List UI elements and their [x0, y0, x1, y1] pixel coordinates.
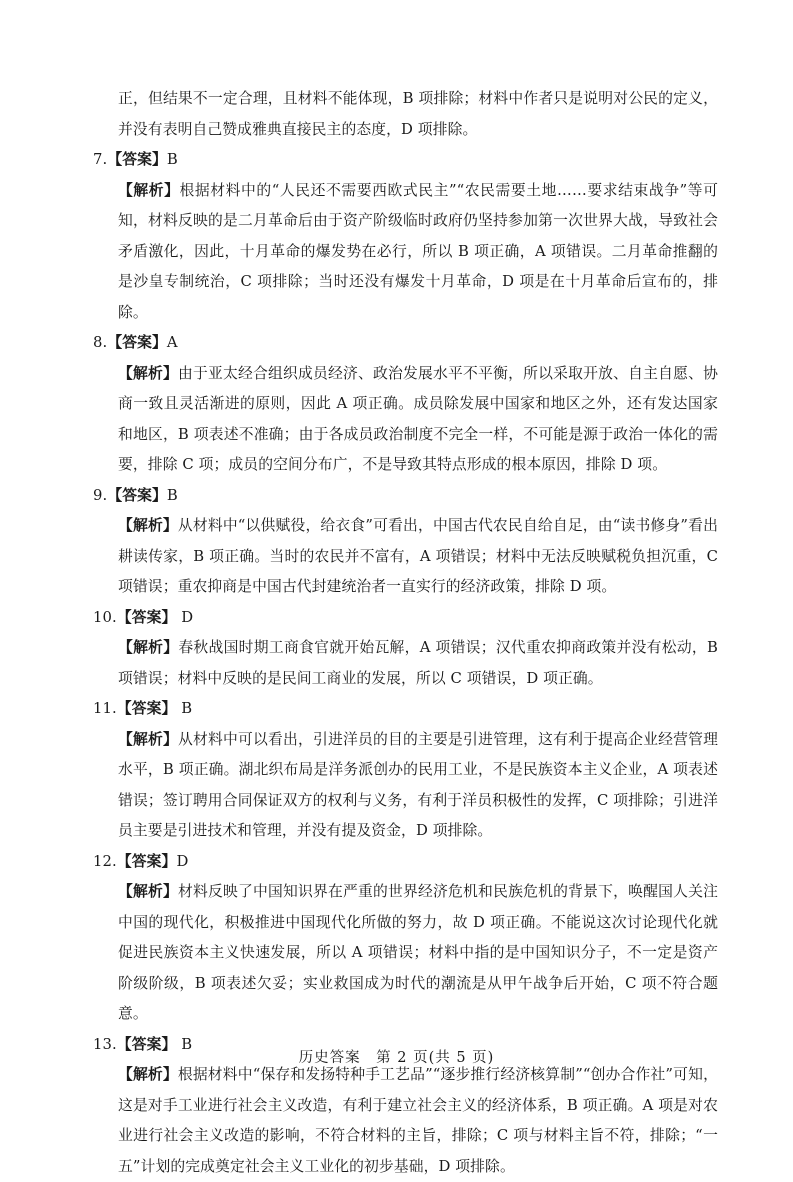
analysis-label: 【解析】 — [118, 365, 178, 382]
answer-value: D — [176, 609, 193, 626]
question-number: 12. — [93, 853, 117, 870]
analysis-paragraph — [118, 877, 718, 1030]
answer-item-7 — [118, 145, 718, 328]
analysis-text: 根据材料中“保存和发扬特种手工艺品”“逐步推行经济核算制”“创办合作社”可知，这是对手工业进行社会主义改造，有利于建立社会主义的经济体系，B 项正确。A 项是对农业进行社会主义改造的影响，不符合材料的主旨，排除；C 项与材料主旨不符，排除；“一五”计划的完成奠定社会主义工业化的初步基础，D 项排除。 — [118, 1066, 718, 1175]
question-number: 13. — [93, 1036, 117, 1053]
analysis-label: 【解析】 — [118, 517, 178, 534]
answer-item-9 — [118, 481, 718, 603]
page-footer: 历史答案 第 2 页(共 5 页) — [0, 1046, 793, 1067]
answer-line — [93, 328, 718, 359]
answer-line — [93, 481, 718, 512]
question-number: 8. — [93, 334, 107, 351]
answer-value: A — [167, 334, 178, 351]
analysis-text: 春秋战国时期工商食官就开始瓦解，A 项错误；汉代重农抑商政策并没有松动，B 项错误；材料中反映的是民间工商业的发展，所以 C 项错误，D 项正确。 — [118, 639, 718, 687]
answer-item-11 — [118, 694, 718, 847]
answer-line — [93, 145, 718, 176]
question-number: 9. — [93, 487, 107, 504]
answer-label: 【答案】 — [117, 609, 177, 626]
answer-label: 【答案】 — [107, 151, 167, 168]
analysis-text: 根据材料中的“人民还不需要西欧式民主”“农民需要土地……要求结束战争”等可知，材料反映的是二月革命后由于资产阶级临时政府仍坚持参加第一次世界大战，导致社会矛盾激化，因此，十月革命的爆发势在必行，所以 B 项正确，A 项错误。二月革命推翻的是沙皇专制统治，C 项排除；当时还没有爆发十月革命，D 项是在十月革命后宣布的，排除。 — [118, 182, 718, 321]
analysis-label: 【解析】 — [118, 182, 180, 199]
answer-label: 【答案】 — [117, 1036, 177, 1053]
answer-label: 【答案】 — [117, 853, 177, 870]
analysis-paragraph — [118, 633, 718, 694]
answer-label: 【答案】 — [107, 334, 167, 351]
analysis-label: 【解析】 — [118, 731, 178, 748]
question-number: 11. — [93, 700, 117, 717]
analysis-label: 【解析】 — [118, 883, 178, 900]
answer-label: 【答案】 — [107, 487, 167, 504]
analysis-text: 从材料中可以看出，引进洋员的目的主要是引进管理，这有利于提高企业经营管理水平，B 项正确。湖北织布局是洋务派创办的民用工业，不是民族资本主义企业，A 项表述错误；签订聘用合同保证双方的权利与义务，有利于洋员积极性的发挥，C 项排除；引进洋员主要是引进技术和管理，并没有提及资金，D 项排除。 — [118, 731, 718, 840]
analysis-paragraph — [118, 511, 718, 603]
analysis-paragraph — [118, 1060, 718, 1182]
answer-item-12 — [118, 847, 718, 1030]
answer-line — [93, 847, 718, 878]
answer-item-8 — [118, 328, 718, 481]
answer-value: B — [176, 1036, 192, 1053]
answer-item-10 — [118, 603, 718, 695]
answer-content — [118, 84, 718, 1182]
question-number: 10. — [93, 609, 117, 626]
answer-value: B — [167, 487, 178, 504]
analysis-paragraph — [118, 725, 718, 847]
answer-value: B — [167, 151, 178, 168]
answer-line — [93, 603, 718, 634]
analysis-label: 【解析】 — [118, 1066, 178, 1083]
analysis-text: 从材料中“以供赋役，给衣食”可看出，中国古代农民自给自足，由“读书修身”看出耕读传家，B 项正确。当时的农民并不富有，A 项错误；材料中无法反映赋税负担沉重，C 项错误；重农抑商是中国古代封建统治者一直实行的经济政策，排除 D 项。 — [118, 517, 718, 595]
analysis-paragraph — [118, 176, 718, 329]
analysis-text: 材料反映了中国知识界在严重的世界经济危机和民族危机的背景下，唤醒国人关注中国的现代化，积极推进中国现代化所做的努力，故 D 项正确。不能说这次讨论现代化就促进民族资本主义快速发展，所以 A 项错误；材料中指的是中国知识分子，不一定是资产阶级阶级，B 项表述欠妥；实业救国成为时代的潮流是从甲午战争后开始，C 项不符合题意。 — [118, 883, 718, 1022]
answer-value: D — [176, 853, 188, 870]
analysis-paragraph — [118, 359, 718, 481]
analysis-text: 由于亚太经合组织成员经济、政治发展水平不平衡，所以采取开放、自主自愿、协商一致且灵活渐进的原则，因此 A 项正确。成员除发展中国家和地区之外，还有发达国家和地区，B 项表述不准确；由于各成员政治制度不完全一样，不可能是源于政治一体化的需要，排除 C 项；成员的空间分布广，不是导致其特点形成的根本原因，排除 D 项。 — [118, 365, 718, 474]
question-number: 7. — [93, 151, 107, 168]
continued-paragraph: 正，但结果不一定合理，且材料不能体现，B 项排除；材料中作者只是说明对公民的定义，并没有表明自己赞成雅典直接民主的态度，D 项排除。 — [118, 84, 718, 145]
analysis-label: 【解析】 — [118, 639, 178, 656]
answer-line — [93, 694, 718, 725]
answer-label: 【答案】 — [117, 700, 177, 717]
answer-value: B — [176, 700, 192, 717]
